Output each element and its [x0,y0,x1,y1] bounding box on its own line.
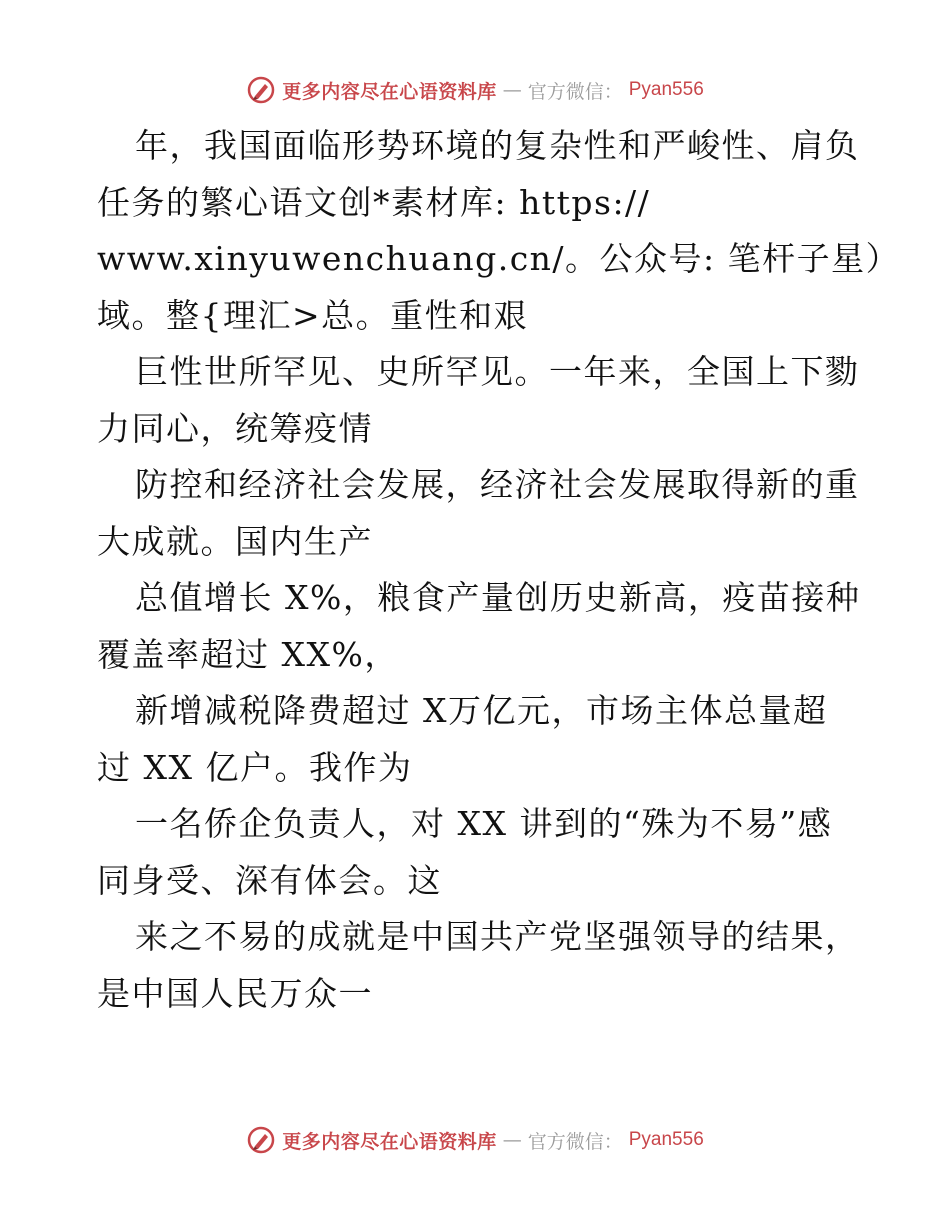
watermark-wechat-id: Pyan556 [628,1129,704,1150]
page-header-watermark [0,70,950,110]
watermark-separator: — [502,1129,522,1151]
text-line: 任务的繁心语文创*素材库: https:// [97,182,651,222]
text-line: 力同心，统筹疫情 [97,408,373,448]
text-line: 覆盖率超过 XX%， [97,634,399,674]
text-line: 大成就。国内生产 [97,521,373,561]
text-line: www.xinyuwenchuang.cn/。公众号: 笔杆子星） [97,239,901,278]
text-line: 一名侨企负责人，对 XX 讲到的“殊为不易”感 [135,804,833,843]
watermark-brand [246,75,704,105]
text-line: 巨性世所罕见、史所罕见。一年来，全国上下勠 [135,352,860,391]
watermark-site-text: 更多内容尽在心语资料库 [282,1130,497,1153]
text-line: 年，我国面临形势环境的复杂性和严峻性、肩负 [135,126,860,165]
pen-logo-icon [246,1125,276,1155]
text-line: 来之不易的成就是中国共产党坚强领导的结果， [135,917,860,956]
pen-logo-icon [246,75,276,105]
watermark-site-text: 更多内容尽在心语资料库 [282,80,497,103]
watermark-wechat-label: 官方微信： [527,80,623,103]
watermark-wechat-label: 官方微信： [527,1130,623,1153]
text-line: 新增减税降费超过 X万亿元，市场主体总量超 [135,691,828,730]
text-line: 域。整{理汇>总。重性和艰 [97,295,529,335]
text-line: 是中国人民万众一 [97,973,373,1013]
text-line: 防控和经济社会发展，经济社会发展取得新的重 [135,465,860,504]
watermark-separator: — [502,79,522,101]
watermark-wechat-id: Pyan556 [628,79,704,100]
text-line: 同身受、深有体会。这 [97,860,442,900]
watermark-brand [246,1125,704,1155]
text-line: 过 XX 亿户。我作为 [97,747,413,787]
page-footer-watermark [0,1120,950,1160]
document-body [97,118,901,1022]
text-line: 总值增长 X%，粮食产量创历史新高，疫苗接种 [135,578,861,617]
